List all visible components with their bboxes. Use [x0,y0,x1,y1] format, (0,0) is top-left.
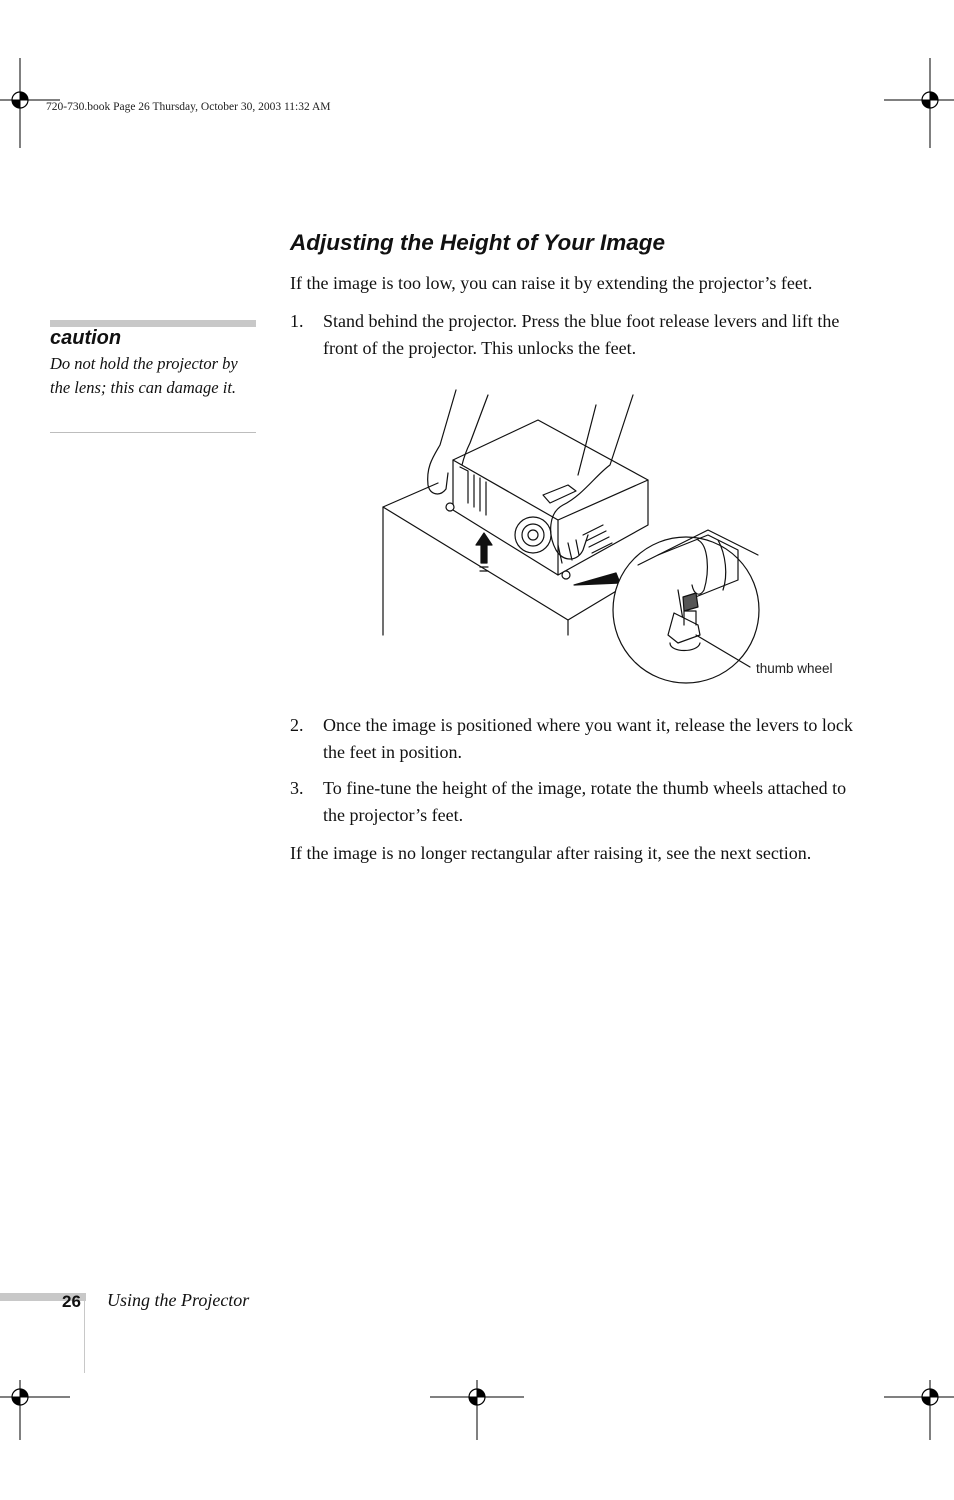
step-text: Once the image is positioned where you want it, release the levers to lock the feet in position. [323,715,853,762]
crop-mark-bottom-left [0,1380,70,1440]
crop-mark-bottom-right [884,1380,954,1440]
print-header: 720-730.book Page 26 Thursday, October 30, 2003 11:32 AM [46,101,331,113]
step-number: 2. [290,715,304,735]
crop-mark-top-right [884,58,954,148]
caution-title: caution [50,327,122,349]
step-number: 1. [290,311,304,331]
step-text: Stand behind the projector. Press the blue foot release levers and lift the front of the projector. This unlocks the feet. [323,311,840,358]
callout-pointer [574,573,620,585]
caution-body: Do not hold the projector by the lens; this can damage it. [50,354,238,397]
footer-rule [84,1293,85,1373]
projector-drawing [446,420,648,579]
projector-feet-illustration [378,385,858,685]
intro-paragraph: If the image is too low, you can raise it by extending the projector’s feet. [290,273,813,293]
thumb-wheel-label: thumb wheel [756,661,833,676]
step-3 [290,775,855,829]
section-title: Adjusting the Height of Your Image [290,230,666,255]
caution-bar [50,320,256,327]
caution-divider [50,432,256,433]
page-number: 26 [62,1292,81,1311]
step-number: 3. [290,778,304,798]
step-2 [290,712,855,766]
step-1 [290,308,855,362]
outro-paragraph: If the image is no longer rectangular after raising it, see the next section. [290,843,812,863]
crop-mark-bottom-center [430,1380,524,1440]
footer-chapter-title: Using the Projector [107,1290,250,1310]
step-text: To fine-tune the height of the image, rotate the thumb wheels attached to the projector’s feet. [323,778,847,825]
